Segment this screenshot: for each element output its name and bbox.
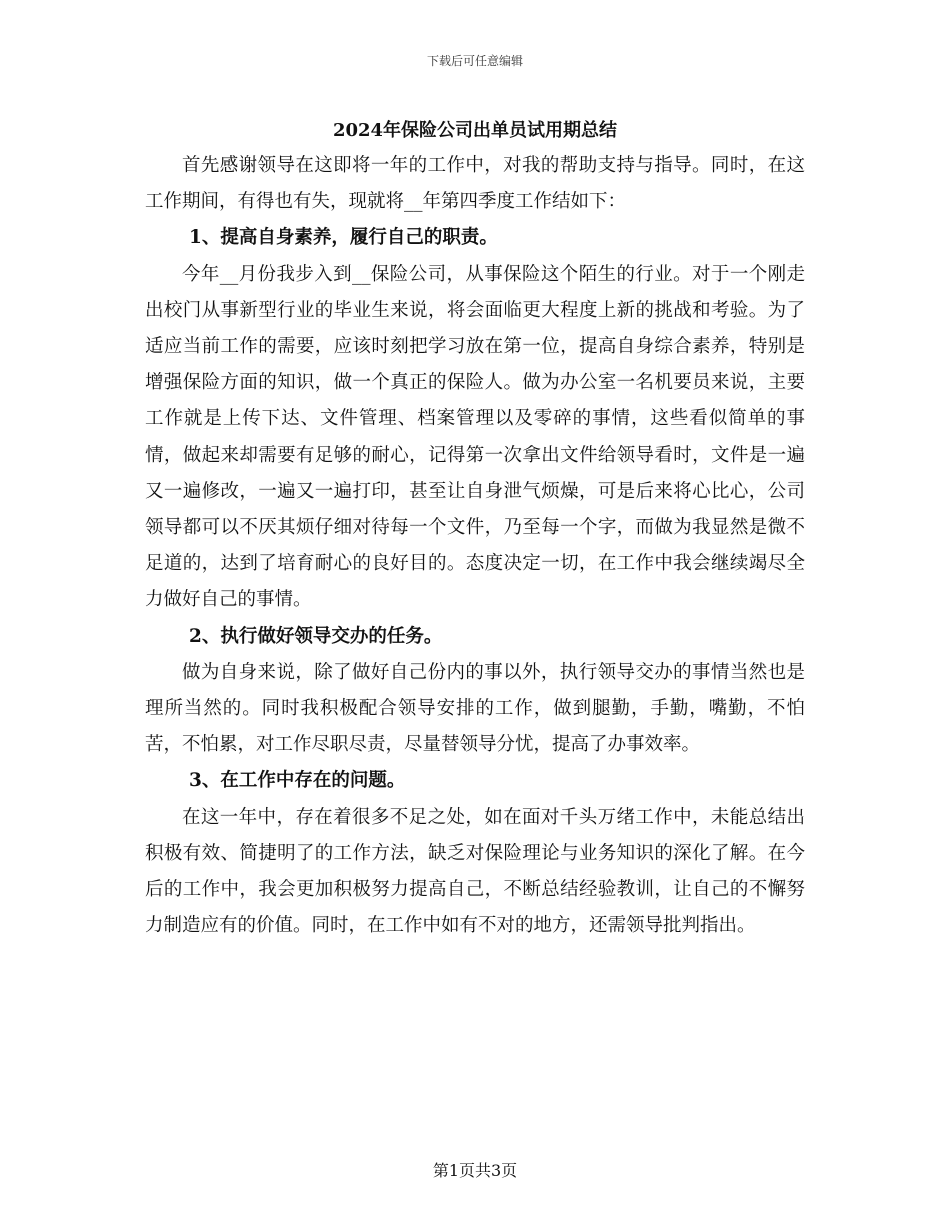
document-title: 2024年保险公司出单员试用期总结 [332, 120, 618, 141]
page-header: 下载后可任意编辑 [426, 54, 523, 68]
section-paragraph-1: 今年__月份我步入到__保险公司，从事保险这个陌生的行业。对于一个刚走出校门从事新型行业的毕业生来说，将会面临更大程度上新的挑战和考验。为了适应当前工作的需要，应该时刻把学习放在第一位，提高自身综合素养，特别是增强保险方面的知识，做一个真正的保险人。做为办公室一名机要员来说，主要工作就是上传下达、文件管理、档案管理以及零碎的事情，这些看似简单的事情，做起来却需要有足够的耐心，记得第一次拿出文件给领导看时，文件是一遍又一遍修改，一遍又一遍打印，甚至让自身泄气烦燥，可是后来将心比心，公司领导都可以不厌其烦仔细对待每一个文件，乃至每一个字，而做为我显然是微不足道的，达到了培育耐心的良好目的。态度决定一切，在工作中我会继续竭尽全力做好自己的事情。 [145, 263, 805, 611]
page-footer: 第1页共3页 [432, 1161, 518, 1180]
intro-paragraph: 首先感谢领导在这即将一年的工作中，对我的帮助支持与指导。同时，在这工作期间，有得也有失，现就将__年第四季度工作结如下： [145, 155, 805, 213]
section-heading-2: 2、执行做好领导交办的任务。 [189, 625, 443, 647]
section-heading-1: 1、提高自身素养，履行自己的职责。 [189, 227, 498, 249]
document-body [145, 148, 805, 944]
section-paragraph-3: 在这一年中，存在着很多不足之处，如在面对千头万绪工作中，未能总结出积极有效、简捷明了的工作方法，缺乏对保险理论与业务知识的深化了解。在今后的工作中，我会更加积极努力提高自己，不断总结经验教训，让自己的不懈努力制造应有的价值。同时，在工作中如有不对的地方，还需领导批判指出。 [145, 806, 805, 937]
section-heading-3: 3、在工作中存在的问题。 [189, 770, 406, 792]
section-paragraph-2: 做为自身来说，除了做好自己份内的事以外，执行领导交办的事情当然也是理所当然的。同时我积极配合领导安排的工作，做到腿勤，手勤，嘴勤，不怕苦，不怕累，对工作尽职尽责，尽量替领导分忧，提高了办事效率。 [145, 661, 805, 756]
